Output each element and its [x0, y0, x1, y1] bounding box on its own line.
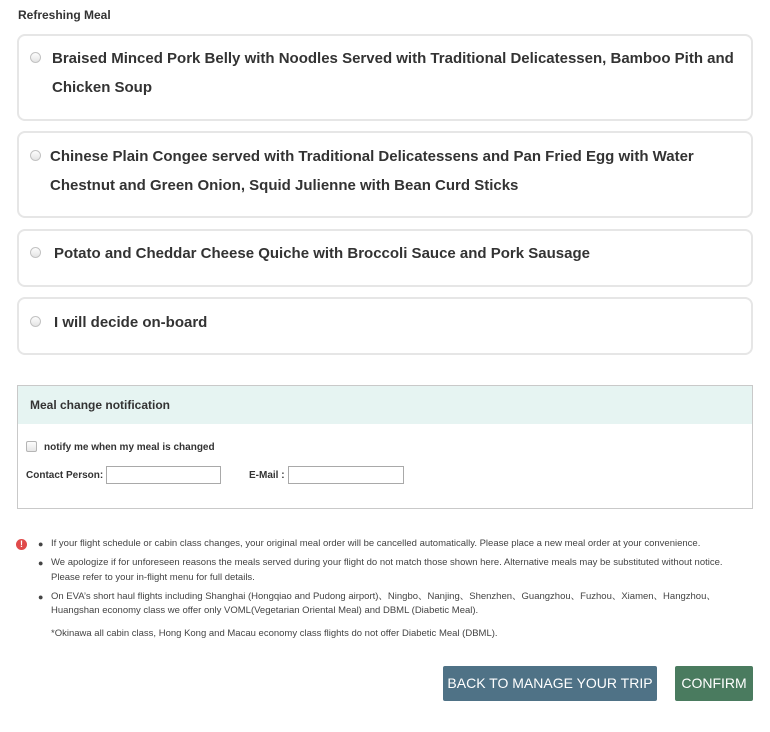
meal-radio[interactable]	[30, 52, 41, 63]
meal-option-quiche[interactable]	[17, 229, 753, 287]
meal-change-notification-panel	[17, 385, 753, 509]
notify-checkbox-label[interactable]: notify me when my meal is changed	[44, 442, 215, 453]
email-label: E-Mail :	[249, 470, 285, 481]
warning-icon: !	[16, 539, 27, 550]
bullet-icon: ●	[38, 591, 44, 602]
email-input[interactable]	[288, 466, 404, 484]
meal-option-decide-on-board[interactable]	[17, 297, 753, 355]
meal-radio[interactable]	[30, 150, 41, 161]
bullet-icon: ●	[38, 558, 44, 568]
meal-radio[interactable]	[30, 247, 41, 258]
back-to-manage-trip-button[interactable]: BACK TO MANAGE YOUR TRIP	[443, 666, 657, 701]
note-item: ● If your flight schedule or cabin class changes, your original meal order will be cancelled automatically. Please place a new meal order at your convenience.	[36, 537, 752, 552]
note-item: ● On EVA’s short haul flights including Shanghai (Hongqiao and Pudong airport)、Ningbo、Nanjing、Shenzhen、Guangzhou、Fuzhou、Xiamen、Hangzhou、Huangshan economy class we offer only VOML(Vegetarian Oriental Meal) and DBML (Diabetic Meal).	[38, 590, 716, 616]
notification-title: Meal change notification	[30, 398, 171, 412]
contact-person-label: Contact Person:	[26, 470, 104, 481]
notes-list	[36, 537, 752, 623]
meal-option-braised-pork-noodles[interactable]	[17, 34, 753, 121]
section-title: Refreshing Meal	[18, 8, 111, 22]
dbml-footnote: *Okinawa all cabin class, Hong Kong and Macau economy class flights do not offer Diabetic Meal (DBML).	[51, 628, 498, 639]
notify-checkbox[interactable]	[26, 441, 37, 452]
meal-option-label: Braised Minced Pork Belly with Noodles Served with Traditional Delicatessen, Bamboo Pith and Chicken Soup	[52, 50, 734, 96]
meal-radio[interactable]	[30, 316, 41, 327]
confirm-button[interactable]: CONFIRM	[675, 666, 753, 701]
meal-option-label: Potato and Cheddar Cheese Quiche with Broccoli Sauce and Pork Sausage	[54, 245, 590, 262]
bullet-icon: ●	[38, 539, 44, 549]
note-item: ● We apologize if for unforeseen reasons the meals served during your flight do not match those shown here. Alternative meals may be substituted without notice. Please refer to your in-flight menu for full details.	[38, 557, 723, 583]
meal-option-label: I will decide on-board	[54, 314, 208, 331]
notification-header	[18, 386, 752, 424]
contact-person-input[interactable]	[106, 466, 221, 484]
meal-option-label: Chinese Plain Congee served with Traditional Delicatessens and Pan Fried Egg with Water Chestnut and Green Onion, Squid Julienne with Bean Curd Sticks	[50, 148, 694, 194]
meal-option-congee[interactable]	[17, 131, 753, 218]
